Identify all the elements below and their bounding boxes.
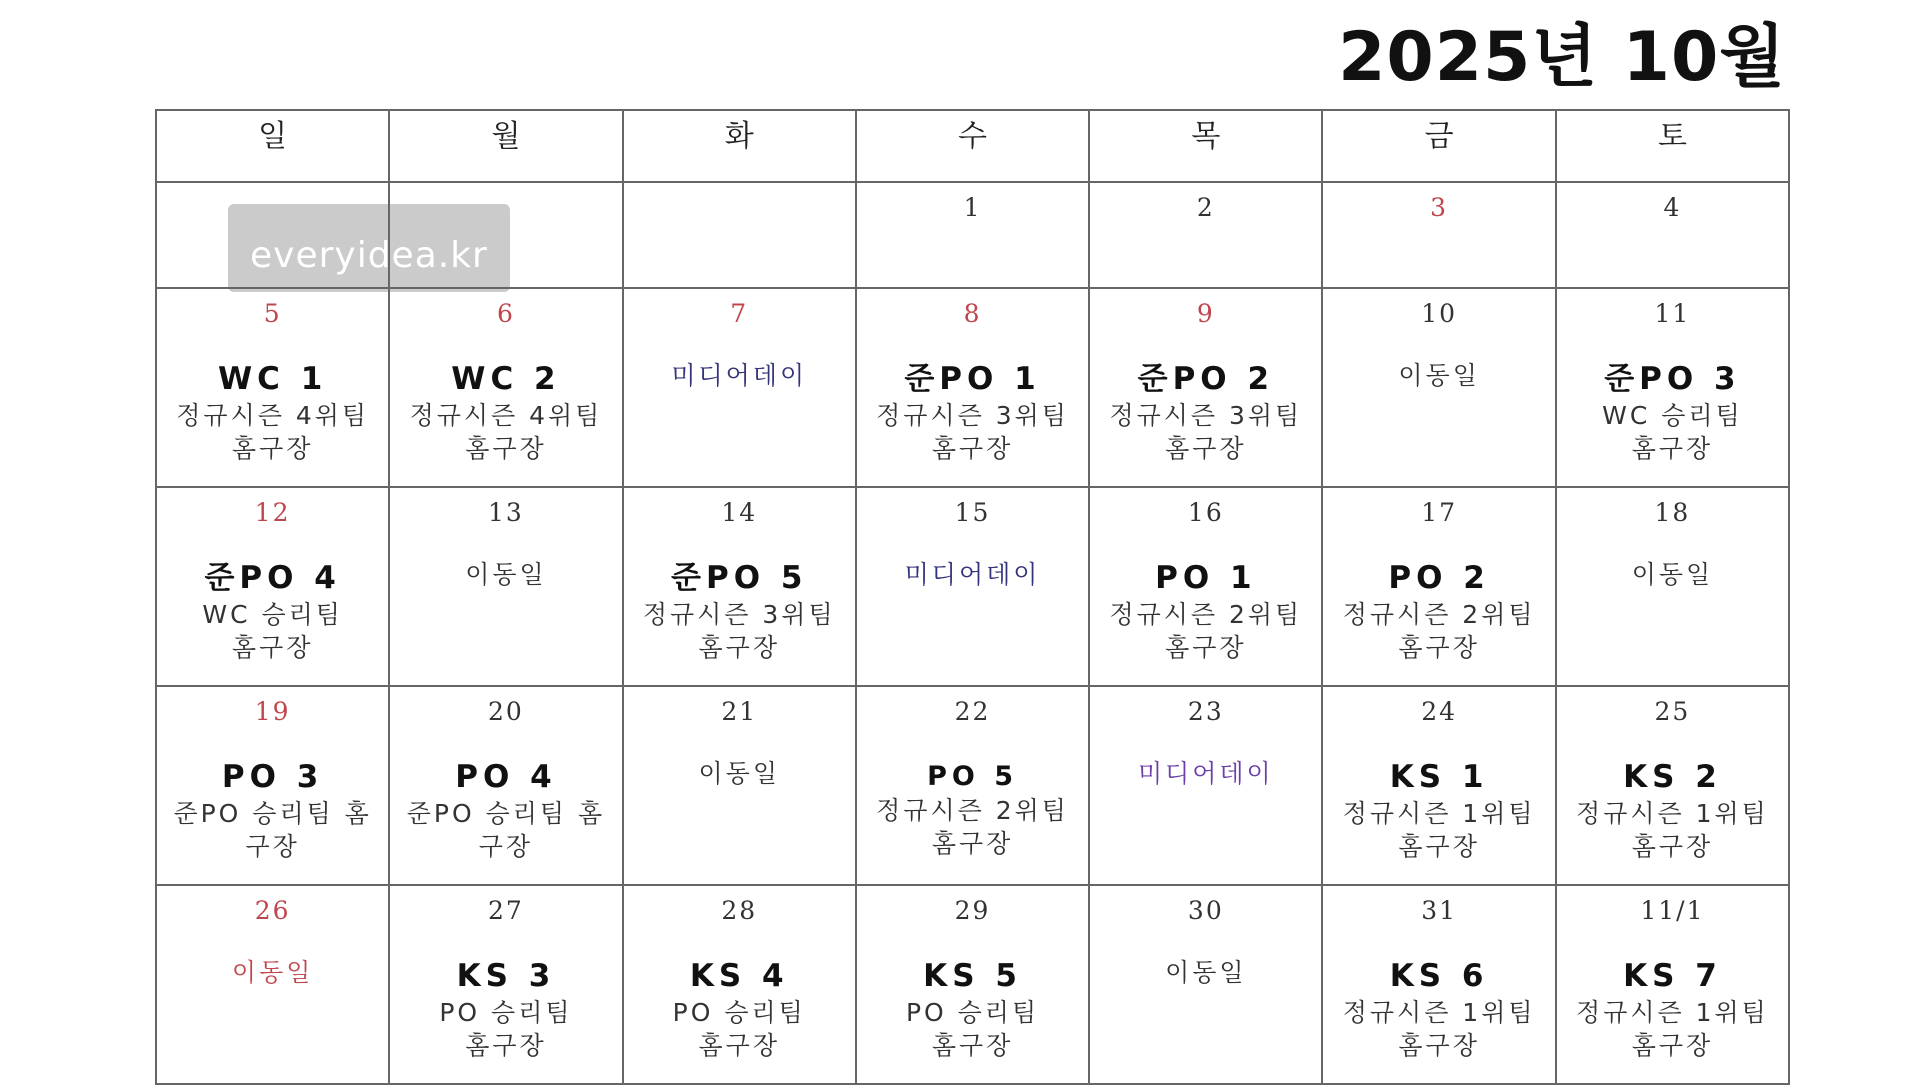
day-cell bbox=[1556, 885, 1789, 1084]
day-number-holiday: 7 bbox=[730, 299, 749, 328]
day-number: 25 bbox=[1654, 697, 1691, 726]
media-day-note: 미디어데이 bbox=[671, 361, 808, 390]
host-team: WC 승리팀 bbox=[202, 600, 343, 629]
game-label: 준PO 3 bbox=[1604, 361, 1741, 397]
day-number: 10 bbox=[1421, 299, 1458, 328]
host-team: 정규시즌 1위팀 bbox=[1342, 799, 1536, 828]
game-label: 준PO 4 bbox=[204, 560, 341, 596]
weekday-mon: 월 bbox=[389, 110, 622, 182]
day-number: 14 bbox=[721, 498, 758, 527]
day-cell bbox=[856, 288, 1089, 487]
venue: 홈구장 bbox=[698, 633, 780, 662]
week-row bbox=[156, 288, 1789, 487]
host-team: 정규시즌 3위팀 bbox=[876, 401, 1069, 430]
game-label: PO 4 bbox=[455, 759, 557, 795]
day-cell bbox=[1089, 182, 1322, 288]
day-cell bbox=[1322, 487, 1555, 686]
day-number: 18 bbox=[1654, 498, 1691, 527]
weekday-header-row bbox=[156, 110, 1789, 182]
day-cell bbox=[156, 686, 389, 885]
host-team: 정규시즌 2위팀 bbox=[1109, 600, 1303, 629]
day-number: 2 bbox=[1196, 193, 1215, 222]
venue: 홈구장 bbox=[1398, 1031, 1480, 1060]
day-number: 17 bbox=[1421, 498, 1458, 527]
day-number-holiday: 26 bbox=[254, 896, 291, 925]
watermark-label: everyidea.kr bbox=[228, 204, 510, 292]
week-row bbox=[156, 182, 1789, 288]
day-cell bbox=[856, 182, 1089, 288]
day-cell bbox=[1556, 686, 1789, 885]
day-cell bbox=[1556, 182, 1789, 288]
game-label: KS 7 bbox=[1623, 958, 1722, 994]
host-team: 정규시즌 4위팀 bbox=[176, 401, 370, 430]
venue: 홈구장 bbox=[1398, 633, 1480, 662]
day-number: 4 bbox=[1663, 193, 1682, 222]
day-number: 23 bbox=[1187, 697, 1224, 726]
day-cell bbox=[389, 288, 622, 487]
day-cell bbox=[623, 487, 856, 686]
host-team: PO 승리팀 bbox=[905, 998, 1040, 1027]
calendar-grid bbox=[155, 109, 1790, 1085]
day-number: 28 bbox=[721, 896, 758, 925]
day-cell bbox=[1556, 288, 1789, 487]
week-row bbox=[156, 885, 1789, 1084]
day-cell bbox=[1322, 885, 1555, 1084]
host-team: 정규시즌 2위팀 bbox=[876, 796, 1069, 825]
game-label: PO 1 bbox=[1155, 560, 1257, 596]
calendar-title: 2025년 10월 bbox=[1338, 18, 1786, 97]
venue: 홈구장 bbox=[465, 1031, 547, 1060]
day-number-holiday: 6 bbox=[496, 299, 515, 328]
day-number-holiday: 3 bbox=[1430, 193, 1449, 222]
game-label: WC 1 bbox=[217, 361, 328, 397]
host-team: WC 승리팀 bbox=[1602, 401, 1743, 430]
host-team: PO 승리팀 bbox=[672, 998, 806, 1027]
weekday-thu: 목 bbox=[1089, 110, 1322, 182]
venue: 구장 bbox=[478, 832, 534, 861]
travel-day-note: 이동일 bbox=[1398, 361, 1480, 390]
day-cell-empty bbox=[389, 182, 622, 288]
day-number: 31 bbox=[1421, 896, 1458, 925]
day-cell bbox=[623, 885, 856, 1084]
day-number-holiday: 19 bbox=[254, 697, 291, 726]
week-row bbox=[156, 686, 1789, 885]
game-label: KS 6 bbox=[1389, 958, 1489, 994]
venue: 홈구장 bbox=[1631, 832, 1714, 861]
day-cell bbox=[389, 487, 622, 686]
day-cell bbox=[1322, 288, 1555, 487]
day-cell bbox=[389, 885, 622, 1084]
day-cell bbox=[1322, 686, 1555, 885]
game-label: WC 2 bbox=[451, 361, 561, 397]
weekday-tue: 화 bbox=[623, 110, 856, 182]
travel-day-note: 이동일 bbox=[231, 958, 314, 987]
venue: 홈구장 bbox=[1165, 434, 1247, 463]
day-cell bbox=[856, 686, 1089, 885]
day-number: 22 bbox=[954, 697, 991, 726]
day-cell bbox=[156, 885, 389, 1084]
host-team: 정규시즌 1위팀 bbox=[1576, 998, 1769, 1027]
travel-day-note: 이동일 bbox=[1165, 958, 1247, 987]
travel-day-note: 이동일 bbox=[465, 560, 547, 589]
venue: 홈구장 bbox=[1165, 633, 1247, 662]
day-cell bbox=[623, 288, 856, 487]
venue: 홈구장 bbox=[231, 434, 314, 463]
game-label: 준PO 5 bbox=[671, 560, 808, 596]
host-team: 준PO 승리팀 홈 bbox=[406, 799, 606, 828]
day-cell bbox=[1556, 487, 1789, 686]
game-label: 준PO 1 bbox=[904, 361, 1041, 397]
host-team: 정규시즌 4위팀 bbox=[409, 401, 603, 430]
venue: 홈구장 bbox=[931, 829, 1014, 858]
day-number: 11 bbox=[1654, 299, 1691, 328]
day-number: 29 bbox=[954, 896, 991, 925]
day-number-holiday: 8 bbox=[963, 299, 982, 328]
media-day-note: 미디어데이 bbox=[904, 560, 1041, 589]
game-label: KS 4 bbox=[689, 958, 789, 994]
host-team: 정규시즌 1위팀 bbox=[1342, 998, 1536, 1027]
venue: 홈구장 bbox=[1631, 1031, 1714, 1060]
game-label: KS 1 bbox=[1389, 759, 1489, 795]
game-label: KS 5 bbox=[923, 958, 1022, 994]
day-number: 13 bbox=[488, 498, 524, 527]
day-cell bbox=[1089, 487, 1322, 686]
venue: 홈구장 bbox=[231, 633, 314, 662]
game-label: KS 2 bbox=[1623, 759, 1722, 795]
weekday-sun: 일 bbox=[156, 110, 389, 182]
weekday-wed: 수 bbox=[856, 110, 1089, 182]
venue: 홈구장 bbox=[465, 434, 547, 463]
day-cell-empty bbox=[156, 182, 389, 288]
day-cell bbox=[1089, 885, 1322, 1084]
host-team: PO 승리팀 bbox=[439, 998, 573, 1027]
day-number: 21 bbox=[721, 697, 758, 726]
day-number: 27 bbox=[488, 896, 524, 925]
weekday-fri: 금 bbox=[1322, 110, 1555, 182]
day-number: 15 bbox=[954, 498, 991, 527]
day-cell bbox=[856, 885, 1089, 1084]
game-label: KS 3 bbox=[456, 958, 556, 994]
game-label: PO 2 bbox=[1388, 560, 1490, 596]
day-cell bbox=[1089, 288, 1322, 487]
day-number: 1 bbox=[963, 193, 982, 222]
day-cell bbox=[623, 686, 856, 885]
game-label: 준PO 2 bbox=[1137, 361, 1275, 397]
day-cell bbox=[389, 686, 622, 885]
host-team: 정규시즌 2위팀 bbox=[1342, 600, 1536, 629]
host-team: 정규시즌 3위팀 bbox=[1109, 401, 1303, 430]
day-cell bbox=[856, 487, 1089, 686]
venue: 홈구장 bbox=[931, 1031, 1014, 1060]
venue: 홈구장 bbox=[931, 434, 1014, 463]
host-team: 정규시즌 1위팀 bbox=[1576, 799, 1769, 828]
week-row bbox=[156, 487, 1789, 686]
day-number: 20 bbox=[488, 697, 524, 726]
day-cell-empty bbox=[623, 182, 856, 288]
day-number-holiday: 12 bbox=[254, 498, 291, 527]
weekday-sat: 토 bbox=[1556, 110, 1789, 182]
venue: 홈구장 bbox=[698, 1031, 780, 1060]
day-cell bbox=[156, 487, 389, 686]
day-number: 16 bbox=[1187, 498, 1224, 527]
day-number: 30 bbox=[1187, 896, 1224, 925]
venue: 홈구장 bbox=[1398, 832, 1480, 861]
venue: 구장 bbox=[245, 832, 300, 861]
travel-day-note: 이동일 bbox=[698, 759, 780, 788]
day-number: 11/1 bbox=[1640, 896, 1705, 925]
game-label: PO 3 bbox=[221, 759, 324, 795]
media-day-note: 미디어데이 bbox=[1137, 759, 1274, 788]
day-number-holiday: 5 bbox=[263, 299, 282, 328]
host-team: 정규시즌 3위팀 bbox=[642, 600, 836, 629]
day-number: 24 bbox=[1421, 697, 1458, 726]
day-cell bbox=[1322, 182, 1555, 288]
travel-day-note: 이동일 bbox=[1631, 560, 1714, 589]
host-team: 준PO 승리팀 홈 bbox=[173, 799, 372, 828]
day-number-holiday: 9 bbox=[1196, 299, 1215, 328]
venue: 홈구장 bbox=[1631, 434, 1714, 463]
game-label: PO 5 bbox=[927, 761, 1018, 792]
day-cell bbox=[1089, 686, 1322, 885]
day-cell bbox=[156, 288, 389, 487]
